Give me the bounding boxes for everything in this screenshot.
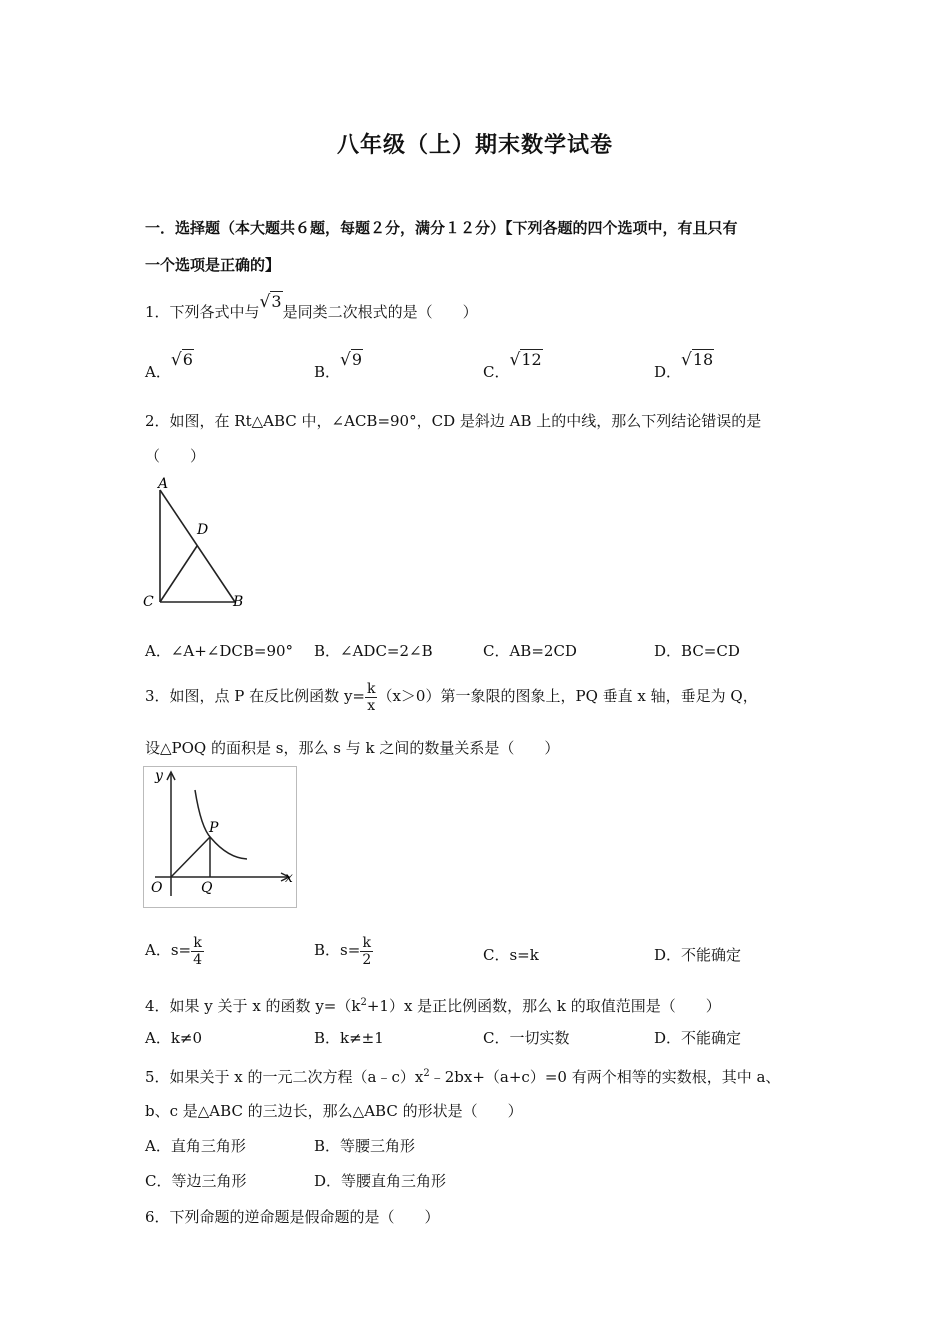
question-3-line1 bbox=[145, 678, 758, 714]
question-5-post: ﹣2bx+（a+c）=0 有两个相等的实数根，其中 a、 bbox=[429, 1068, 781, 1086]
label-b: B bbox=[233, 594, 244, 610]
q1-option-c bbox=[483, 350, 543, 382]
option-label: D． bbox=[654, 946, 682, 964]
segment-op bbox=[171, 837, 210, 877]
option-text: s=k bbox=[509, 946, 539, 964]
radicand: 12 bbox=[521, 350, 542, 369]
sqrt-expression: √9 bbox=[340, 350, 363, 370]
sqrt-expression: √6 bbox=[170, 350, 193, 370]
fraction-k-over-x bbox=[365, 681, 377, 714]
q5-option-c: C．等边三角形 bbox=[145, 1172, 247, 1190]
q4-option-b: B．k≠±1 bbox=[314, 1029, 384, 1047]
label-y: y bbox=[155, 768, 163, 784]
q5-option-b: B．等腰三角形 bbox=[314, 1137, 416, 1155]
hyperbola-curve bbox=[195, 790, 247, 859]
sqrt-expression: √3 bbox=[259, 292, 282, 312]
fraction-denominator: x bbox=[367, 697, 376, 714]
question-4 bbox=[145, 993, 721, 1016]
q4-option-d: D．不能确定 bbox=[654, 1029, 742, 1047]
option-label: B． bbox=[314, 941, 341, 959]
q4-option-a: A．k≠0 bbox=[145, 1029, 203, 1047]
q2-option-b: B．∠ADC=2∠B bbox=[314, 642, 433, 660]
option-text: 不能确定 bbox=[681, 946, 742, 964]
label-d: D bbox=[197, 522, 209, 538]
q3-option-d bbox=[654, 945, 741, 965]
fraction-numerator: k bbox=[191, 935, 204, 952]
q3-option-b bbox=[314, 930, 373, 970]
q4-option-c: C．一切实数 bbox=[483, 1029, 570, 1047]
q5-option-a: A．直角三角形 bbox=[145, 1137, 246, 1155]
q3-option-c bbox=[483, 945, 539, 965]
superscript: 2 bbox=[423, 1068, 430, 1079]
question-3-pre: 3．如图，点 P 在反比例函数 y= bbox=[145, 687, 365, 705]
question-1-post: 是同类二次根式的是（ ） bbox=[282, 303, 478, 321]
question-5-line2: b、c 是△ABC 的三边长，那么△ABC 的形状是（ ） bbox=[145, 1102, 523, 1120]
segment-cd bbox=[160, 546, 197, 602]
fraction bbox=[191, 935, 204, 968]
question-3-post: （x＞0）第一象限的图象上，PQ 垂直 x 轴，垂足为 Q， bbox=[377, 687, 758, 705]
question-3-line2: 设△POQ 的面积是 s，那么 s 与 k 之间的数量关系是（ ） bbox=[145, 739, 560, 757]
formula-lhs: s= bbox=[170, 941, 192, 959]
q2-option-a: A．∠A+∠DCB=90° bbox=[145, 642, 294, 660]
radicand: 9 bbox=[351, 350, 363, 369]
fraction-numerator: k bbox=[366, 680, 376, 697]
question-2-line2: （ ） bbox=[145, 447, 206, 465]
q5-option-d: D．等腰直角三角形 bbox=[314, 1172, 447, 1190]
label-q: Q bbox=[201, 880, 213, 896]
page-title: 八年级（上）期末数学试卷 bbox=[336, 132, 613, 158]
question-5-pre: 5．如果关于 x 的一元二次方程（a﹣c）x bbox=[145, 1068, 424, 1086]
radicand: 18 bbox=[692, 350, 714, 369]
radicand: 6 bbox=[182, 350, 193, 369]
option-label: A． bbox=[145, 941, 171, 959]
sqrt-expression: √18 bbox=[681, 350, 714, 370]
superscript: 2 bbox=[360, 997, 367, 1008]
q2-option-d: D．BC=CD bbox=[654, 642, 740, 660]
question-2-line1: 2．如图，在 Rt△ABC 中，∠ACB=90°，CD 是斜边 AB 上的中线，那么下列结论错误的是 bbox=[145, 412, 762, 430]
label-p: P bbox=[209, 820, 219, 836]
question-1 bbox=[145, 292, 478, 322]
option-label: C． bbox=[483, 363, 510, 381]
fraction-denominator: 4 bbox=[193, 951, 203, 968]
question-5-line1 bbox=[145, 1064, 780, 1087]
question-6-line1: 6．下列命题的逆命题是假命题的是（ ） bbox=[145, 1208, 440, 1226]
fraction-denominator: 2 bbox=[362, 951, 372, 968]
sqrt-expression: √12 bbox=[509, 350, 542, 370]
fraction-numerator: k bbox=[360, 935, 373, 952]
q1-option-a bbox=[145, 350, 194, 382]
label-x: x bbox=[285, 870, 293, 886]
triangle-figure bbox=[140, 472, 250, 612]
label-a: A bbox=[158, 476, 169, 492]
option-label: B． bbox=[314, 363, 341, 381]
option-label: D． bbox=[654, 363, 682, 381]
formula-lhs: s= bbox=[340, 941, 361, 959]
label-o: O bbox=[151, 880, 163, 896]
option-label: A． bbox=[145, 363, 171, 381]
question-4-pre: 4．如果 y 关于 x 的函数 y=（k bbox=[145, 997, 361, 1015]
q1-option-d bbox=[654, 350, 714, 382]
q3-option-a bbox=[145, 930, 204, 970]
radicand: 3 bbox=[271, 292, 282, 311]
question-4-post: +1）x 是正比例函数，那么 k 的取值范围是（ ） bbox=[366, 997, 721, 1015]
label-c: C bbox=[143, 594, 154, 610]
fraction bbox=[360, 935, 373, 968]
q1-option-b bbox=[314, 350, 363, 382]
hyperbola-figure bbox=[143, 766, 297, 908]
option-label: C． bbox=[483, 946, 510, 964]
section-heading-line1: 一．选择题（本大题共６题，每题２分，满分１２分）【下列各题的四个选项中，有且只有 bbox=[145, 219, 738, 237]
section-heading-line2: 一个选项是正确的】 bbox=[145, 256, 281, 274]
q2-option-c: C．AB=2CD bbox=[483, 642, 577, 660]
figure-border bbox=[144, 767, 297, 908]
question-1-pre: 1．下列各式中与 bbox=[145, 303, 260, 321]
